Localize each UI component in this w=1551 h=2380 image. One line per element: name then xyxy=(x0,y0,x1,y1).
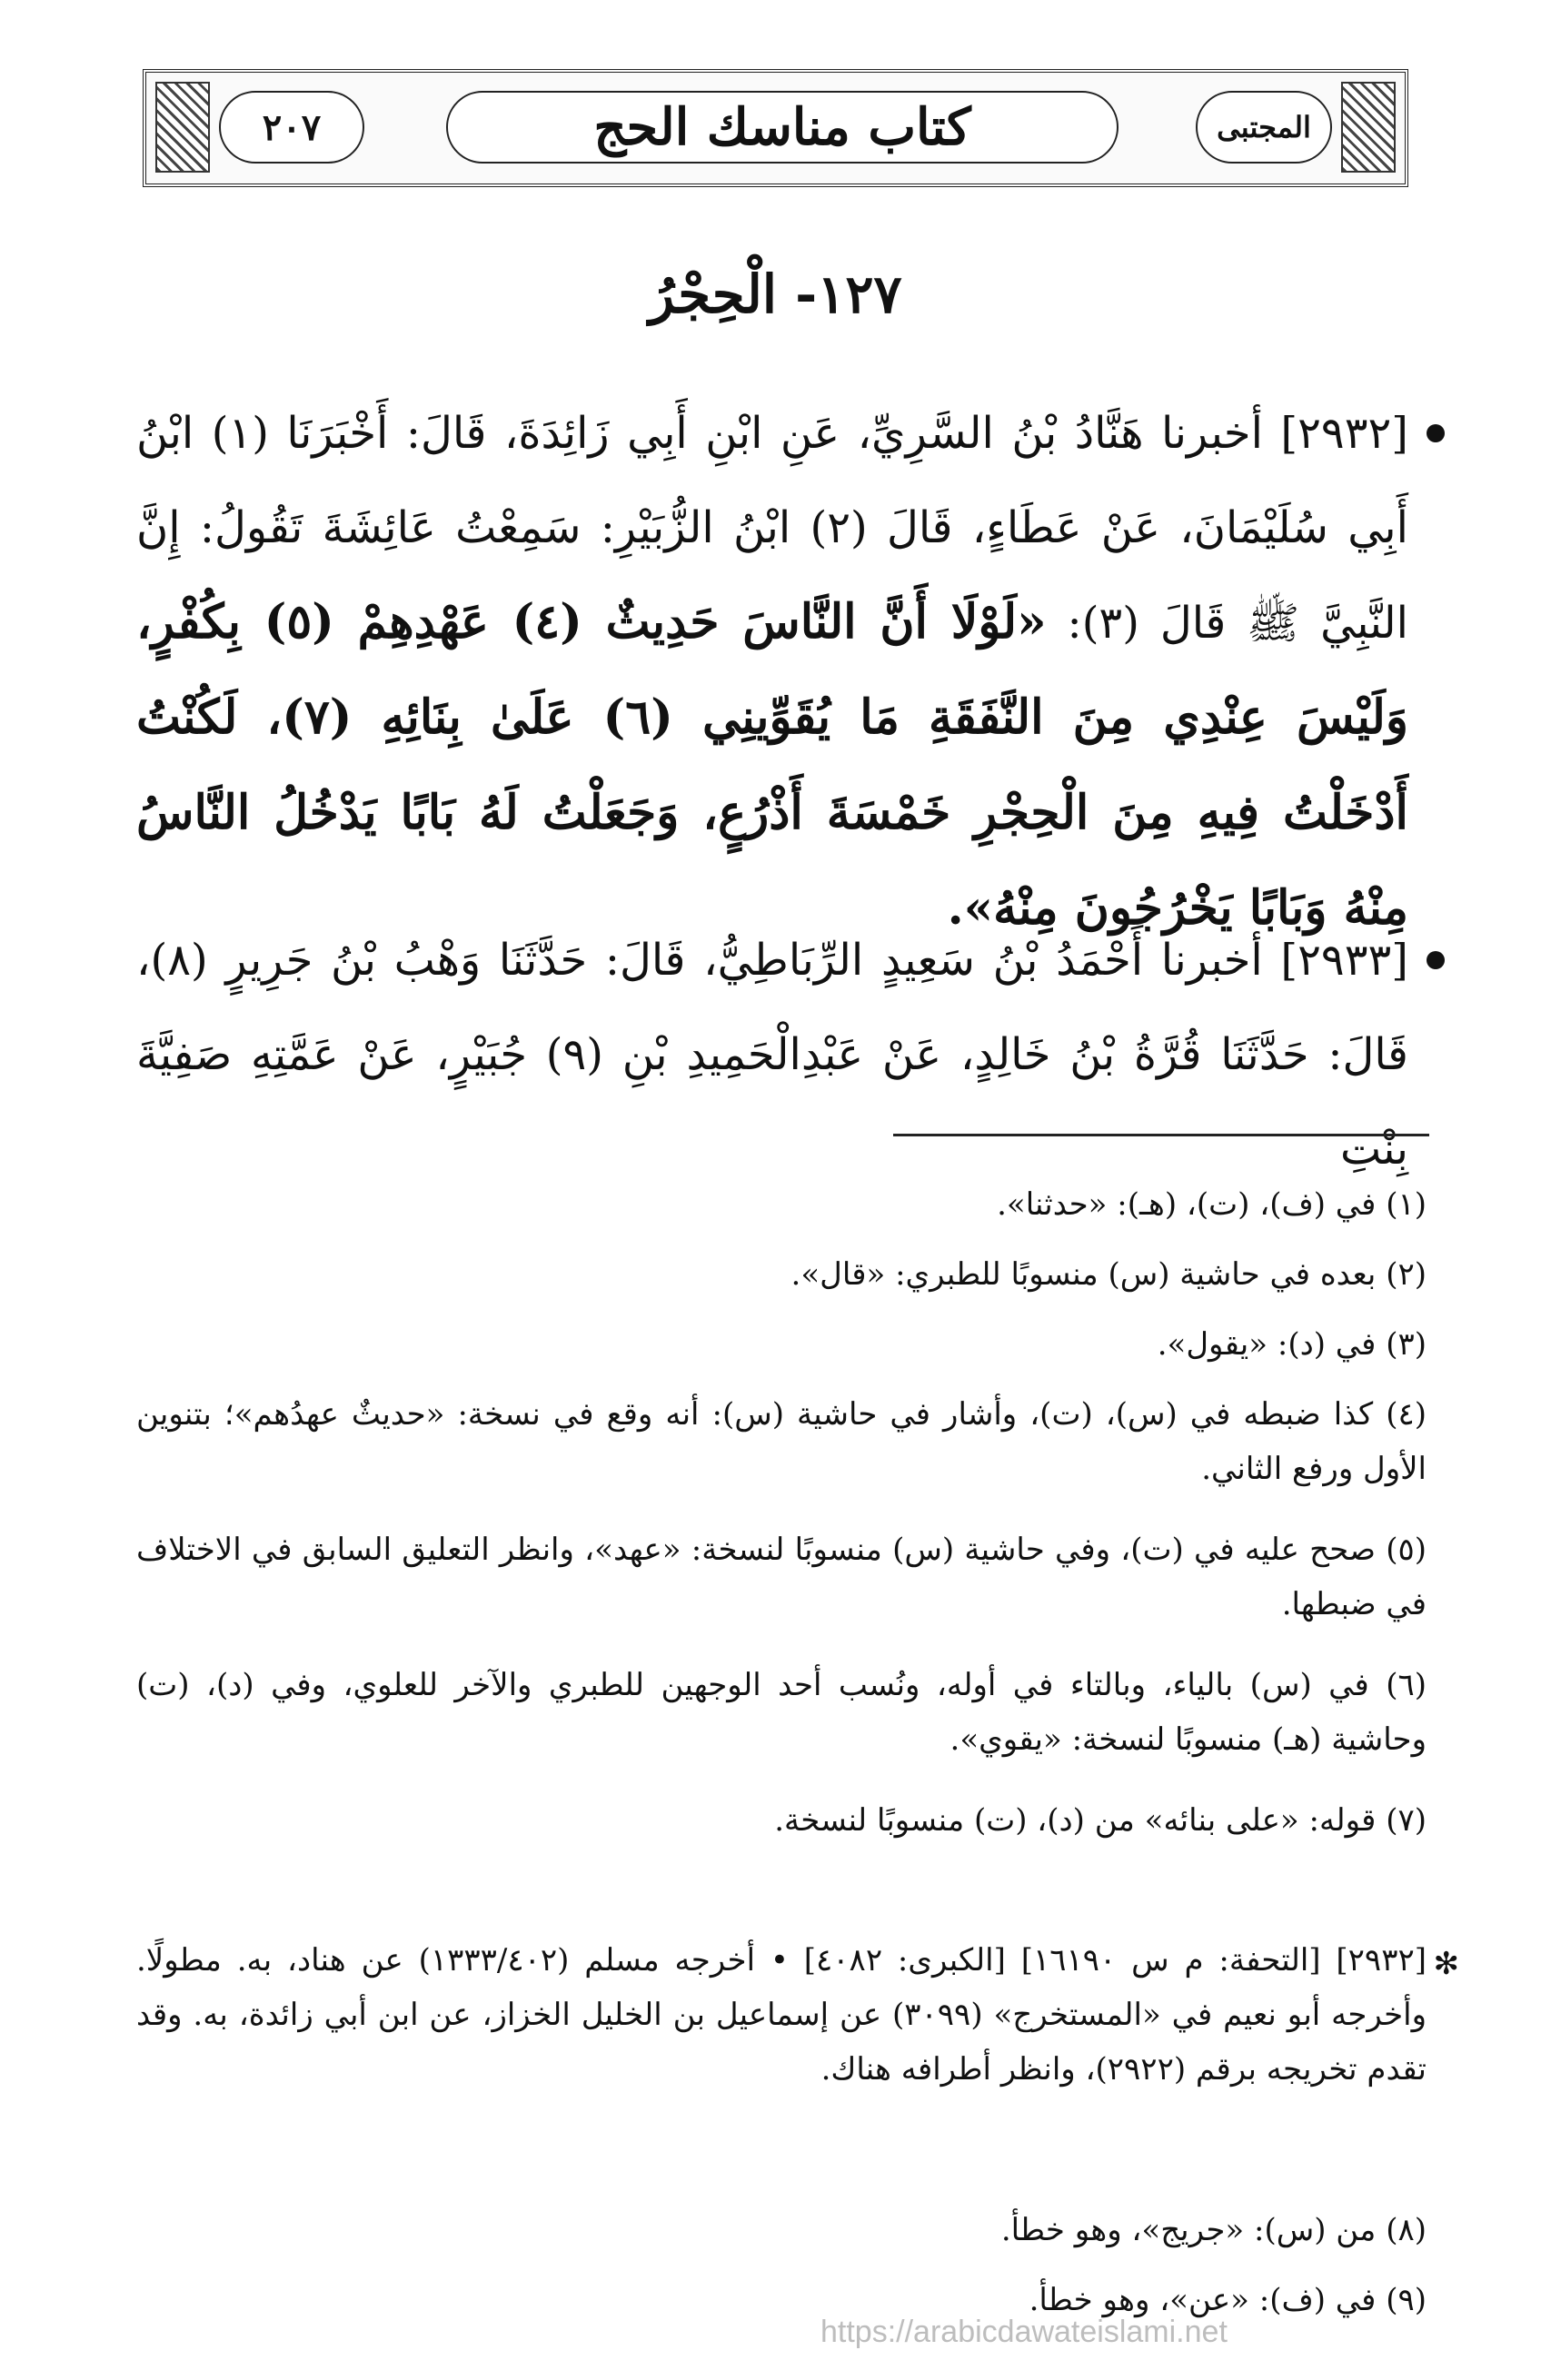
chapter-heading: ١٢٧- الْحِجْرُ xyxy=(649,263,902,325)
hadith-number: [٢٩٣٣] xyxy=(1280,935,1408,986)
footnote-2: (٢) بعده في حاشية (س) منسوبًا للطبري: «قال». xyxy=(790,1256,1427,1293)
watermark-url: https://arabicdawateislami.net xyxy=(820,2315,1228,2349)
hadith-number: [٢٩٣٢] xyxy=(1280,408,1408,459)
footnote-separator xyxy=(893,1134,1429,1136)
bullet-icon xyxy=(1427,951,1445,969)
takhrij-note xyxy=(136,1933,1459,2097)
page-number: ٢٠٧ xyxy=(219,91,364,164)
hadith-isnad: أخبرنا هَنَّادُ بْنُ السَّرِيِّ، عَنِ ابْنِ أَبِي زَائِدَةَ، قَالَ: أَخْبَرَنَا (١) ابْنُ أَبِي سُلَيْمَانَ، عَنْ عَطَاءٍ، قَالَ (٢) ابْنُ الزُّبَيْرِ: سَمِعْتُ عَائِشَةَ تَقُولُ: إِنَّ النَّبِيَّ ﷺ قَالَ (٣): xyxy=(136,408,1409,649)
hadith-text: أخبرنا أَحْمَدُ بْنُ سَعِيدٍ الرِّبَاطِيُّ، قَالَ: حَدَّثَنَا وَهْبُ بْنُ جَرِيرٍ (٨)، قَالَ: حَدَّثَنَا قُرَّةُ بْنُ خَالِدٍ، عَنْ عَبْدِالْحَمِيدِ بْنِ (٩) جُبَيْرٍ، عَنْ عَمَّتِهِ صَفِيَّةَ بِنْتِ xyxy=(136,935,1408,1175)
footnote-5: (٥) صحح عليه في (ت)، وفي حاشية (س) منسوبًا لنسخة: «عهد»، وانظر التعليق السابق في الاختلاف في ضبطها. xyxy=(136,1532,1427,1622)
series-name: المجتبى xyxy=(1196,91,1332,164)
hadith-2932 xyxy=(136,386,1408,957)
book-title: كتاب مناسك الحج xyxy=(446,91,1119,164)
footnote-8: (٨) من (س): «جريج»، وهو خطأ. xyxy=(1000,2212,1427,2248)
ornament-left xyxy=(155,82,210,173)
footnote-7: (٧) قوله: «على بنائه» من (د)، (ت) منسوبًا لنسخة. xyxy=(774,1802,1427,1839)
footnote-3: (٣) في (د): «يقول». xyxy=(1157,1326,1427,1363)
hadith-matn: «لَوْلَا أَنَّ النَّاسَ حَدِيثٌ (٤) عَهْدِهِمْ (٥) بِكُفْرٍ، وَلَيْسَ عِنْدِي مِنَ النَّفَقَةِ مَا يُقَوِّينِي (٦) عَلَىٰ بِنَائِهِ (٧)، لَكُنْتُ أَدْخَلْتُ فِيهِ مِنَ الْحِجْرِ خَمْسَةَ أَذْرُعٍ، وَجَعَلْتُ لَهُ بَابًا يَدْخُلُ النَّاسُ مِنْهُ وَبَابًا يَخْرُجُونَ مِنْهُ». xyxy=(136,594,1408,936)
asterisk-icon: ✻ xyxy=(1433,1946,1459,1982)
footnote-9: (٩) في (ف): «عن»، وهو خطأ. xyxy=(1029,2282,1427,2318)
footnote-1: (١) في (ف)، (ت)، (هـ): «حدثنا». xyxy=(997,1186,1427,1223)
hadith-2933 xyxy=(136,913,1408,1196)
page-header-frame xyxy=(143,69,1408,187)
footnote-6: (٦) في (س) بالياء، وبالتاء في أوله، ونُسب أحد الوجهين للطبري والآخر للعلوي، وفي (د)، (ت) وحاشية (هـ) منسوبًا لنسخة: «يقوي». xyxy=(136,1667,1427,1758)
footnote-4: (٤) كذا ضبطه في (س)، (ت)، وأشار في حاشية (س): أنه وقع في نسخة: «حديثٌ عهدُهم»؛ بتنوين الأول ورفع الثاني. xyxy=(136,1396,1427,1487)
bullet-icon xyxy=(1427,424,1445,442)
ornament-right xyxy=(1341,82,1396,173)
takhrij-text: [٢٩٣٢] [التحفة: م س ١٦١٩٠] [الكبرى: ٤٠٨٢] • أخرجه مسلم (١٣٣٣/٤٠٢) عن هناد، به. مطولًا. وأخرجه أبو نعيم في «المستخرج» (٣٠٩٩) عن إسماعيل بن الخليل الخزاز، عن ابن أبي زائدة، به. وقد تقدم تخريجه برقم (٢٩٢٢)، وانظر أطرافه هناك. xyxy=(136,1942,1427,2087)
